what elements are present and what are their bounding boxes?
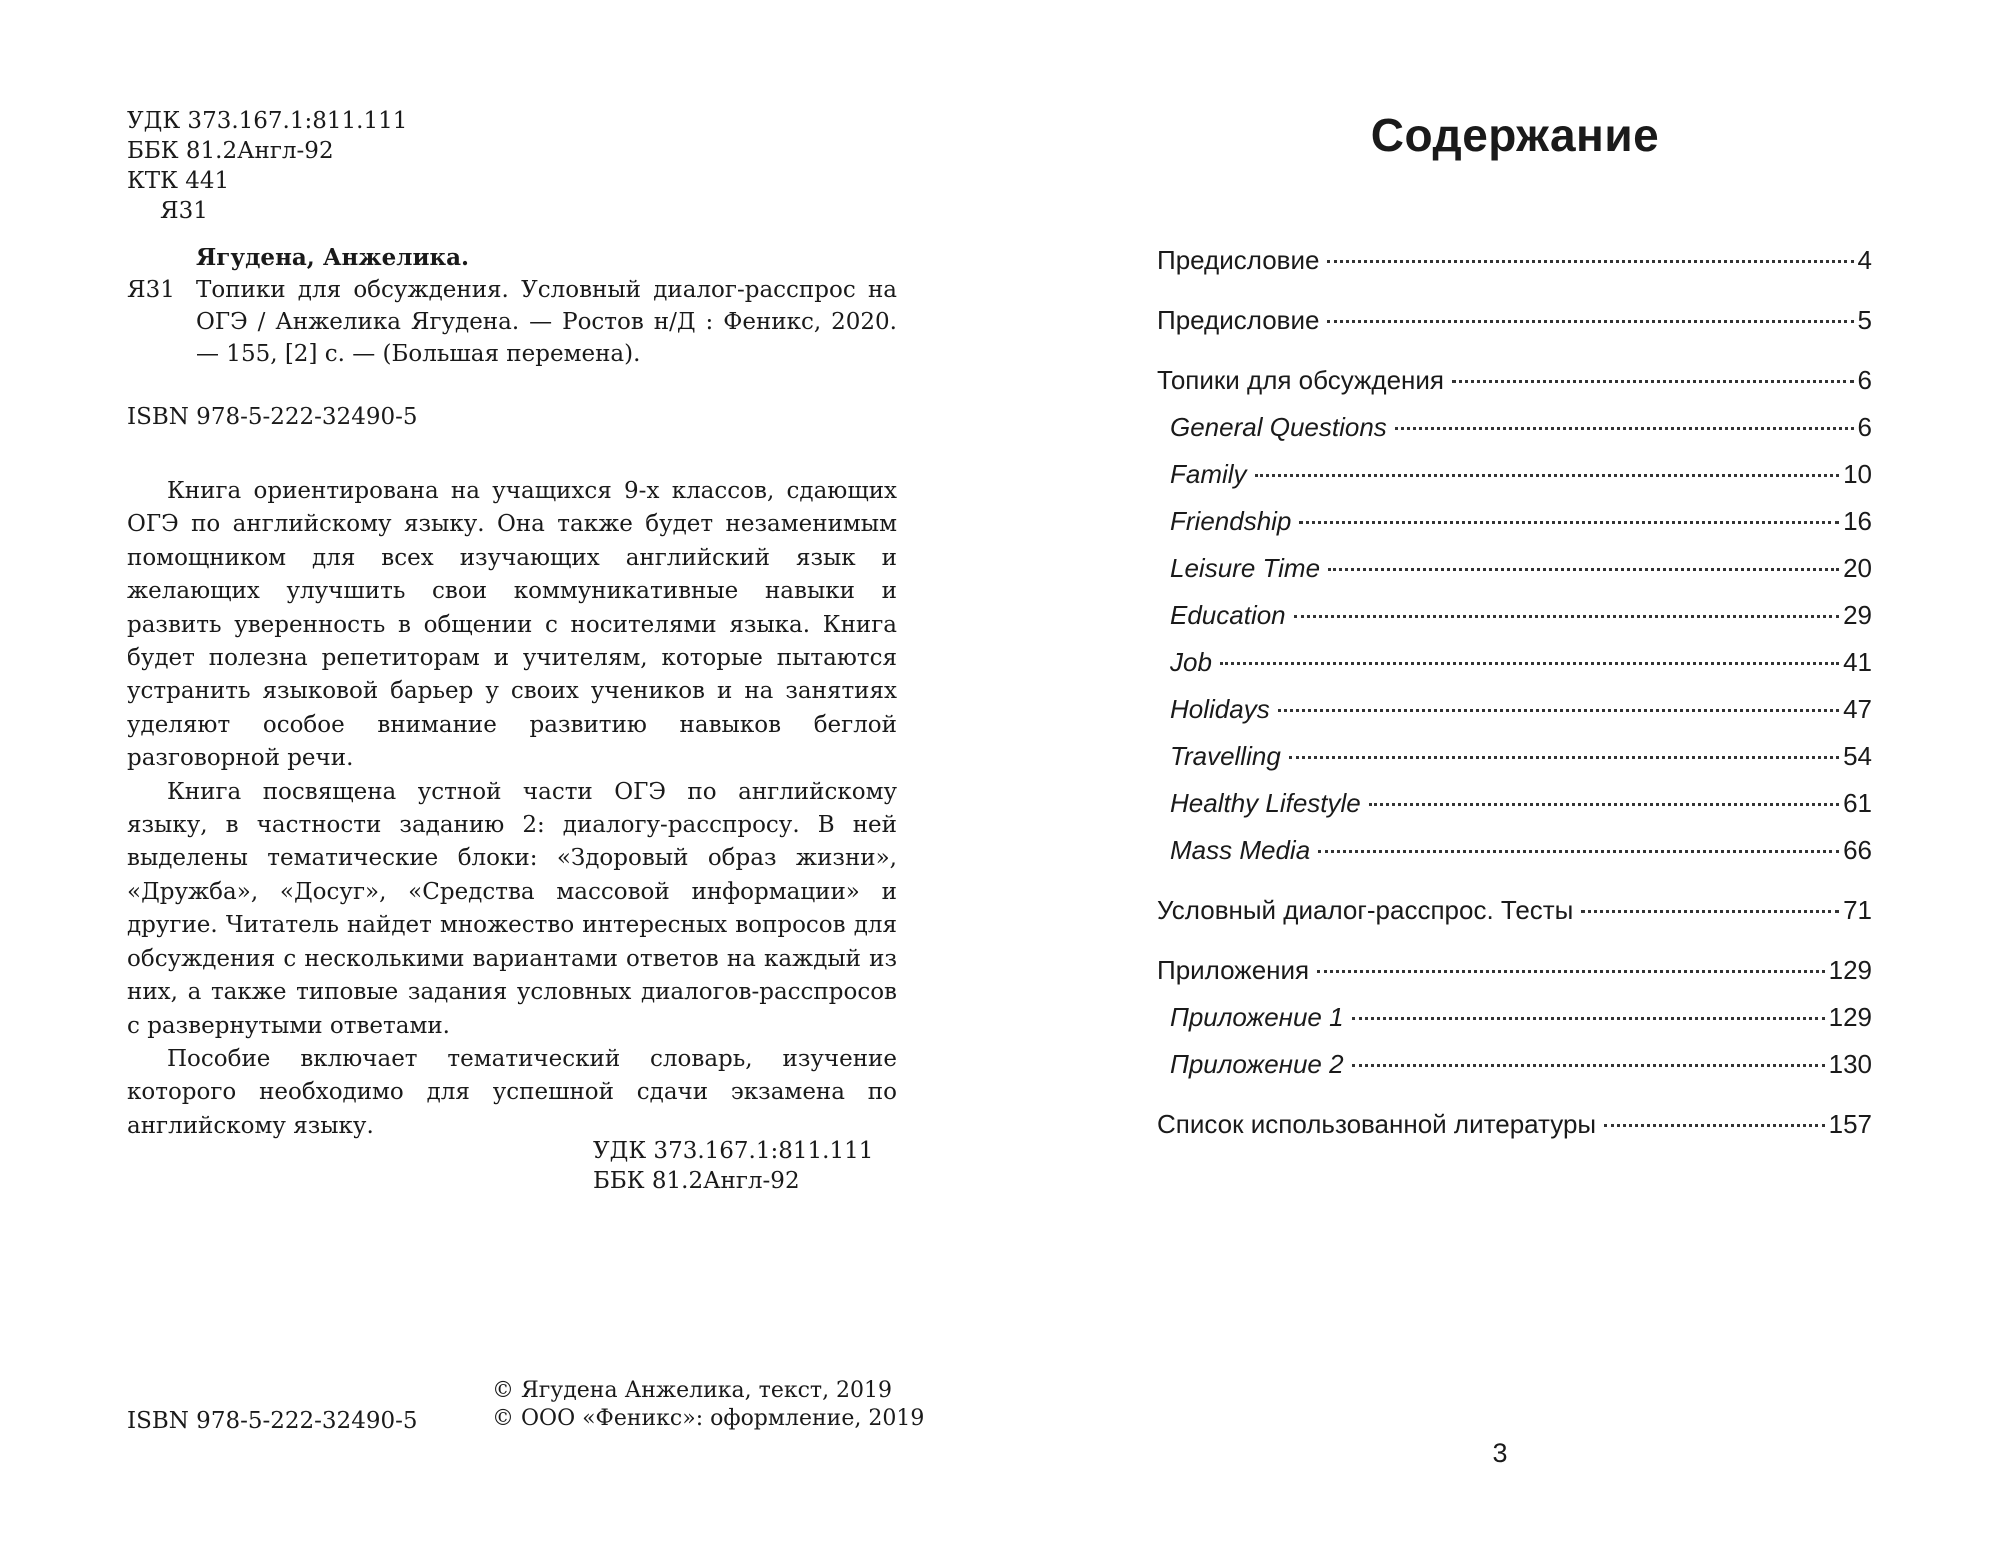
ktk-line: КТК 441 (127, 168, 230, 194)
copyright-design: © ООО «Феникс»: оформление, 2019 (492, 1406, 925, 1431)
toc-subentry (1157, 553, 1872, 600)
toc-label: Топики для обсуждения (1157, 365, 1445, 395)
isbn-bottom: ISBN 978-5-222-32490-5 (127, 1408, 418, 1434)
toc-label: Условный диалог-расспрос. Тесты (1157, 895, 1574, 925)
toc-page: 54 (1843, 741, 1872, 771)
toc-page: 41 (1843, 647, 1872, 677)
toc-page: 71 (1843, 895, 1872, 925)
record-text: Топики для обсуждения. Условный диалог-расспрос на ОГЭ / Анжелика Ягудена. — Ростов н/Д : Феникс, 2020. — 155, [2] с. — (Большая перемена). (196, 277, 897, 367)
toc-entry (1157, 1109, 1872, 1156)
record-code: Я31 (127, 277, 175, 303)
toc-subentry (1157, 835, 1872, 882)
toc-label: Friendship (1170, 506, 1292, 536)
toc-label: Job (1170, 647, 1212, 677)
toc-label: Travelling (1170, 741, 1281, 771)
isbn: ISBN 978-5-222-32490-5 (127, 404, 418, 430)
toc-label: General Questions (1170, 412, 1387, 442)
toc-leader (1278, 709, 1839, 712)
toc-entry (1157, 365, 1872, 412)
toc-leader (1581, 910, 1839, 913)
toc-subentry (1157, 694, 1872, 741)
toc-page: 6 (1857, 365, 1872, 395)
toc-entry (1157, 955, 1872, 1002)
annotation-paragraph: Книга ориентирована на учащихся 9-х классов, сдающих ОГЭ по английскому языку. Она также будет незаменимым помощником для всех изучающих английский язык и желающих улучшить свои коммуникативные навыки и развить уверенность в общении с носителями языка. Книга будет полезна репетиторам и учителям, которые пытаются устранить языковой барьер у своих учеников и на занятиях уделяют особое внимание развитию навыков беглой разговорной речи. (127, 478, 897, 772)
annotation (127, 475, 897, 1143)
toc-page: 4 (1857, 245, 1872, 275)
toc-leader (1452, 380, 1854, 383)
toc-label: Предисловие (1157, 245, 1320, 275)
toc-page: 16 (1843, 506, 1872, 536)
toc-page: 20 (1843, 553, 1872, 583)
toc-entry (1157, 895, 1872, 942)
annotation-paragraph: Книга посвящена устной части ОГЭ по английскому языку, в частности заданию 2: диалогу-расспросу. В ней выделены тематические блоки: «Здоровый образ жизни», «Дружба», «Досуг», «Средства массовой информации» и другие. Читатель найдет множество интересных вопросов для обсуждения с несколькими вариантами ответов на каждый из них, а также типовые задания условных диалогов-расспросов с развернутыми ответами. (127, 778, 897, 1039)
toc-entry (1157, 305, 1872, 352)
toc-leader (1255, 474, 1840, 477)
toc-subentry (1157, 412, 1872, 459)
bibliographic-record (127, 242, 897, 370)
toc-label: Mass Media (1170, 835, 1311, 865)
toc-label: Family (1170, 459, 1247, 489)
contents-title: Содержание (1370, 109, 1660, 161)
toc-leader (1604, 1124, 1825, 1127)
toc-subentry (1157, 1049, 1872, 1096)
toc-label: Приложение 1 (1170, 1002, 1344, 1032)
toc-entry (1157, 245, 1872, 292)
toc-page: 6 (1857, 412, 1872, 442)
toc-leader (1294, 615, 1839, 618)
toc-subentry (1157, 647, 1872, 694)
toc-leader (1327, 320, 1853, 323)
toc-leader (1299, 521, 1839, 524)
toc-page: 157 (1828, 1109, 1872, 1139)
toc-subentry (1157, 1002, 1872, 1049)
toc-subentry (1157, 600, 1872, 647)
toc-leader (1369, 803, 1839, 806)
toc-leader (1395, 427, 1854, 430)
toc-label: Holidays (1170, 694, 1270, 724)
toc-page: 129 (1828, 955, 1872, 985)
toc-subentry (1157, 506, 1872, 553)
udk-line: УДК 373.167.1:811.111 (127, 108, 408, 134)
author-name: Ягудена, Анжелика. (196, 244, 470, 271)
toc-leader (1317, 970, 1824, 973)
contents-page (1000, 0, 2000, 1562)
toc-leader (1352, 1017, 1825, 1020)
toc-leader (1220, 662, 1839, 665)
udk-top-block (127, 106, 407, 226)
toc-label: Healthy Lifestyle (1170, 788, 1361, 818)
toc-leader (1289, 756, 1839, 759)
toc-label: Leisure Time (1170, 553, 1321, 583)
bbk-line: ББК 81.2Англ-92 (127, 138, 334, 164)
toc-label: Приложения (1157, 955, 1310, 985)
bbk-line: ББК 81.2Англ-92 (593, 1168, 800, 1194)
toc-subentry (1157, 788, 1872, 835)
toc-page: 5 (1857, 305, 1872, 335)
toc-page: 130 (1828, 1049, 1872, 1079)
toc-label: Предисловие (1157, 305, 1320, 335)
toc-leader (1352, 1064, 1825, 1067)
toc-page: 66 (1843, 835, 1872, 865)
toc-page: 47 (1843, 694, 1872, 724)
toc-page: 129 (1828, 1002, 1872, 1032)
toc-label: Список использованной литературы (1157, 1109, 1597, 1139)
annotation-paragraph: Пособие включает тематический словарь, изучение которого необходимо для успешной сдачи экзамена по английскому языку. (127, 1045, 897, 1139)
toc-subentry (1157, 741, 1872, 788)
page-number: 3 (1492, 1438, 1508, 1468)
toc-page: 10 (1843, 459, 1872, 489)
copyright-block (492, 1377, 924, 1433)
toc-subentry (1157, 459, 1872, 506)
udk-bottom-block (593, 1136, 873, 1196)
table-of-contents (1157, 245, 1872, 1156)
toc-leader (1328, 568, 1839, 571)
udk-line: УДК 373.167.1:811.111 (593, 1138, 874, 1164)
toc-page: 61 (1843, 788, 1872, 818)
toc-label: Education (1170, 600, 1286, 630)
author-code: Я31 (160, 198, 208, 224)
toc-page: 29 (1843, 600, 1872, 630)
toc-leader (1318, 850, 1839, 853)
toc-leader (1327, 260, 1853, 263)
toc-label: Приложение 2 (1170, 1049, 1344, 1079)
copyright-text: © Ягудена Анжелика, текст, 2019 (492, 1378, 893, 1403)
